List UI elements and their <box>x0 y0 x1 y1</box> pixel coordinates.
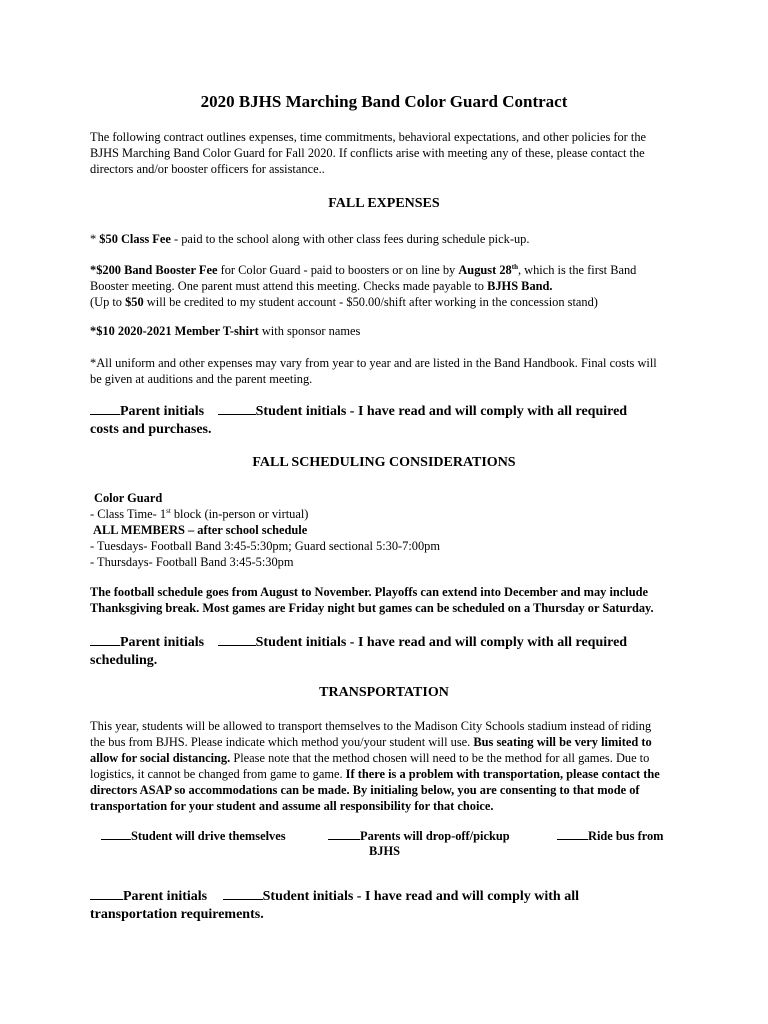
parent-initials-label: Parent initials <box>123 889 208 904</box>
booster-fee-payee: BJHS Band. <box>487 279 553 293</box>
initials-continuation: costs and purchases. <box>90 422 212 437</box>
class-time-line <box>90 506 680 522</box>
class-time-text: - Class Time- 1 <box>90 507 167 521</box>
booster-fee-credit: $50 <box>125 295 144 309</box>
tuesdays-line: - Tuesdays- Football Band 3:45-5:30pm; Guard sectional 5:30-7:00pm <box>90 539 441 553</box>
class-fee-prefix: * <box>90 232 100 246</box>
transport-bold-text: If there is a problem with transportation, please contact the <box>345 767 660 781</box>
booster-fee-text: for Color Guard - paid to boosters or on line by <box>217 263 459 277</box>
expenses-note <box>90 355 680 387</box>
note-line: be given at auditions and the parent meeting. <box>90 372 313 386</box>
transport-bold-line: directors ASAP so accommodations can be made. By initialing below, you are consenting to that mode of <box>90 783 640 797</box>
initials-continuation: scheduling. <box>90 653 158 668</box>
transportation-initials-block <box>90 887 690 924</box>
parent-initials-blank[interactable] <box>90 887 123 900</box>
booster-fee-text: (Up to <box>90 295 126 309</box>
option-parents <box>328 827 510 844</box>
intro-line: BJHS Marching Band Color Guard for Fall 2020. If conflicts arise with meeting any of these, please contact the <box>90 146 645 160</box>
transport-text: logistics, it cannot be changed from game to game. <box>90 767 346 781</box>
booster-fee-label: *$200 Band Booster Fee <box>90 263 218 277</box>
tshirt-item <box>90 323 680 339</box>
booster-fee-text: , which is the first Band <box>517 263 637 277</box>
transport-text: Please note that the method chosen will need to be the method for all games. Due to <box>230 751 650 765</box>
football-schedule-note <box>90 584 690 616</box>
scheduling-heading: FALL SCHEDULING CONSIDERATIONS <box>252 455 516 470</box>
expenses-initials-block <box>90 402 690 439</box>
transportation-paragraph <box>90 718 690 814</box>
bus-option-label: Ride bus from <box>588 829 664 843</box>
drive-option-label: Student will drive themselves <box>131 829 286 843</box>
parent-initials-blank[interactable] <box>90 402 120 415</box>
bus-option-blank[interactable] <box>557 827 588 840</box>
booster-fee-item <box>90 262 680 310</box>
booster-fee-text: will be credited to my student account - $50.00/shift after working in the concession stand) <box>143 295 598 309</box>
student-initials-blank[interactable] <box>218 633 256 646</box>
initials-continuation: transportation requirements. <box>90 907 264 922</box>
scheduling-initials-block <box>90 633 690 670</box>
color-guard-label: Color Guard <box>94 491 163 505</box>
student-initials-blank[interactable] <box>218 402 256 415</box>
all-members-label: ALL MEMBERS – after school schedule <box>93 523 308 537</box>
booster-fee-date: August 28 <box>458 263 512 277</box>
football-line: Thanksgiving break. Most games are Friday night but games can be scheduled on a Thursday or Saturday. <box>90 601 654 615</box>
intro-paragraph <box>90 129 680 177</box>
parent-initials-label: Parent initials <box>120 635 205 650</box>
fall-expenses-heading: FALL EXPENSES <box>328 196 440 211</box>
drive-option-blank[interactable] <box>101 827 131 840</box>
football-line: The football schedule goes from August to November. Playoffs can extend into December and may include <box>90 585 649 599</box>
parent-initials-blank[interactable] <box>90 633 120 646</box>
parent-initials-label: Parent initials <box>120 404 205 419</box>
student-initials-label: Student initials - I have read and will comply with all required <box>255 635 628 650</box>
transport-bold-text: Bus seating will be very limited to <box>473 735 652 749</box>
class-fee-text: - paid to the school along with other class fees during schedule pick-up. <box>170 232 530 246</box>
note-line: *All uniform and other expenses may vary from year to year and are listed in the Band Handbook. Final costs will <box>90 356 657 370</box>
class-fee-item <box>90 231 680 247</box>
student-initials-label: Student initials - I have read and will comply with all <box>262 889 579 904</box>
schedule-details <box>90 490 680 570</box>
thursdays-line: - Thursdays- Football Band 3:45-5:30pm <box>90 555 294 569</box>
option-bus <box>557 827 664 844</box>
transportation-heading: TRANSPORTATION <box>319 685 449 700</box>
intro-line: directors and/or booster officers for assistance.. <box>90 162 325 176</box>
tshirt-text: with sponsor names <box>258 324 361 338</box>
intro-line: The following contract outlines expenses, time commitments, behavioral expectations, and other policies for the <box>90 130 647 144</box>
booster-fee-text: Booster meeting. One parent must attend this meeting. Checks made payable to <box>90 279 488 293</box>
transport-text: the bus from BJHS. Please indicate which method you/your student will use. <box>90 735 474 749</box>
transport-bold-text: allow for social distancing. <box>90 751 231 765</box>
class-time-text: block (in-person or virtual) <box>170 507 309 521</box>
parents-option-label: Parents will drop-off/pickup <box>360 829 510 843</box>
option-drive <box>101 827 286 844</box>
class-fee-label: $50 Class Fee <box>99 232 171 246</box>
bus-option-continuation: BJHS <box>369 844 400 858</box>
class-time-sup: st <box>166 506 171 515</box>
student-initials-blank[interactable] <box>223 887 263 900</box>
transport-bold-line: transportation for your student and assume all responsibility for that choice. <box>90 799 494 813</box>
contract-title: 2020 BJHS Marching Band Color Guard Contract <box>200 92 568 111</box>
student-initials-label: Student initials - I have read and will comply with all required <box>255 404 628 419</box>
parents-option-blank[interactable] <box>328 827 360 840</box>
booster-fee-date-sup: th <box>511 262 518 271</box>
tshirt-label: *$10 2020-2021 Member T-shirt <box>90 324 259 338</box>
transport-line: This year, students will be allowed to transport themselves to the Madison City Schools stadium instead of riding <box>90 719 652 733</box>
